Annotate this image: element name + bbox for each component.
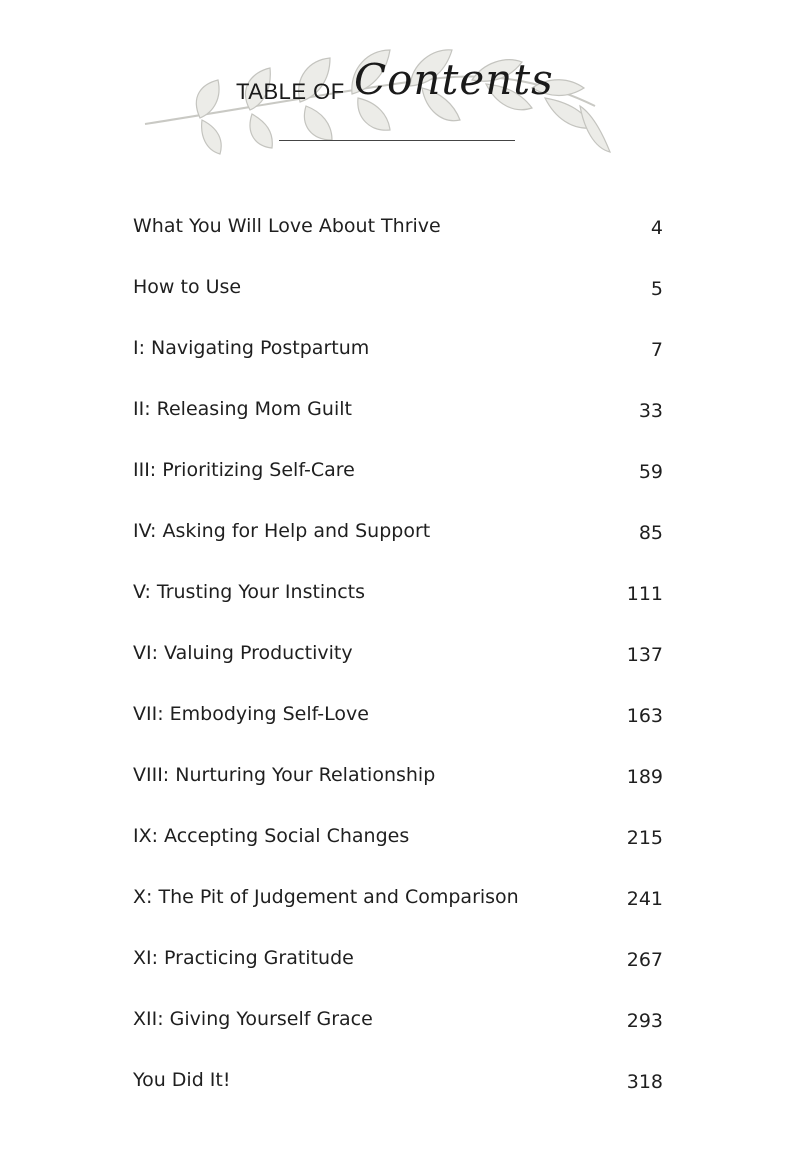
toc-entry-page: 33 [638, 400, 663, 422]
toc-entry [133, 266, 663, 327]
toc-entry [133, 1059, 663, 1120]
toc-entry [133, 571, 663, 632]
toc-entry-page: 4 [650, 217, 663, 239]
toc-entry-title: XI: Practicing Gratitude [133, 947, 354, 969]
toc-entry-title: II: Releasing Mom Guilt [133, 398, 352, 420]
toc-entry [133, 327, 663, 388]
toc-entry-title: IV: Asking for Help and Support [133, 520, 431, 542]
toc-entry-title: You Did It! [133, 1069, 231, 1091]
toc-entry-page: 85 [638, 522, 663, 544]
toc-entry-title: VIII: Nurturing Your Relationship [133, 764, 436, 786]
toc-entry-title: X: The Pit of Judgement and Comparison [133, 886, 519, 908]
toc-entry [133, 876, 663, 937]
title-divider [279, 140, 515, 141]
toc-entry [133, 205, 663, 266]
toc-entry-title: III: Prioritizing Self-Care [133, 459, 355, 481]
toc-entry-title: V: Trusting Your Instincts [133, 581, 366, 603]
toc-entry-page: 5 [650, 278, 663, 300]
toc-entry-page: 267 [626, 949, 663, 971]
toc-entry [133, 388, 663, 449]
page-header [0, 0, 794, 170]
toc-entry-page: 111 [626, 583, 663, 605]
toc-entry-title: What You Will Love About Thrive [133, 215, 441, 237]
toc-entry [133, 754, 663, 815]
toc-entry-page: 59 [638, 461, 663, 483]
toc-entry [133, 937, 663, 998]
toc-entry [133, 632, 663, 693]
title-prefix: TABLE OF [236, 79, 345, 104]
title-script: Contents [354, 55, 554, 104]
toc-entry-page: 7 [650, 339, 663, 361]
toc-entry-page: 318 [626, 1071, 663, 1093]
toc-entry-page: 137 [626, 644, 663, 666]
toc-entry-title: IX: Accepting Social Changes [133, 825, 410, 847]
toc-entry [133, 510, 663, 571]
toc-entry-title: VII: Embodying Self-Love [133, 703, 369, 725]
toc-entry [133, 449, 663, 510]
table-of-contents [133, 205, 663, 1120]
toc-entry [133, 815, 663, 876]
toc-entry-title: I: Navigating Postpartum [133, 337, 370, 359]
toc-entry-title: XII: Giving Yourself Grace [133, 1008, 373, 1030]
toc-entry [133, 693, 663, 754]
toc-entry-page: 163 [626, 705, 663, 727]
toc-entry-page: 241 [626, 888, 663, 910]
toc-entry-page: 215 [626, 827, 663, 849]
toc-entry [133, 998, 663, 1059]
toc-entry-page: 293 [626, 1010, 663, 1032]
toc-entry-title: VI: Valuing Productivity [133, 642, 353, 664]
toc-entry-page: 189 [626, 766, 663, 788]
toc-entry-title: How to Use [133, 276, 242, 298]
